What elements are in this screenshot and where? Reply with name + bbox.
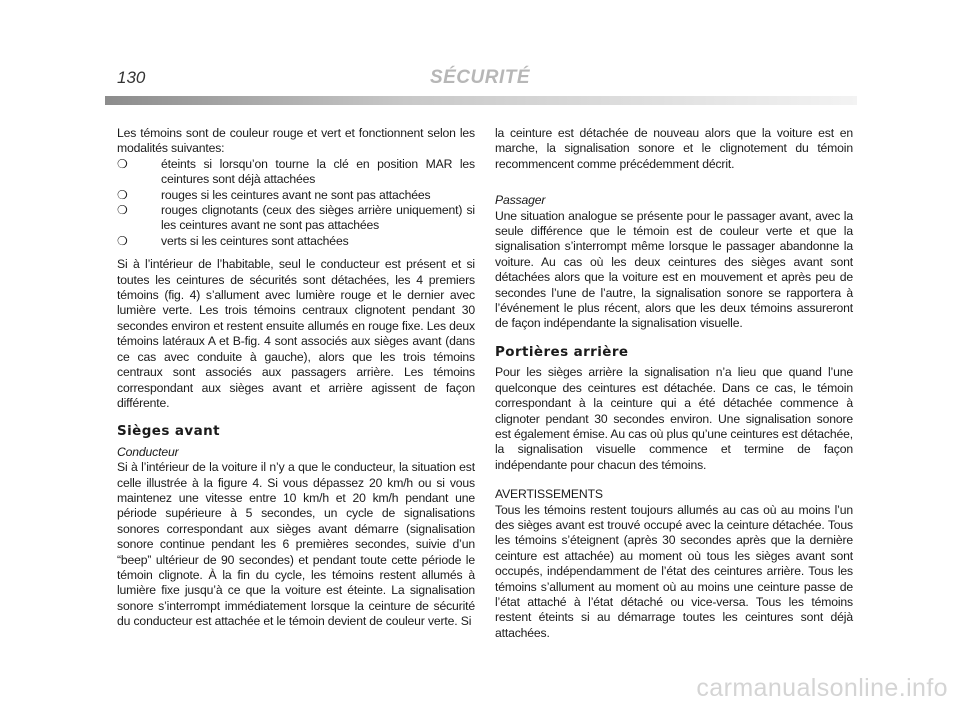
body-paragraph-passenger: Une situation analogue se présente pour le passager avant, avec la seule différence que le témoin est de couleur verte et que la signalisation s’interrompt même lorsque le passager abandonne la voiture. Au cas où les deux ceintures des sièges avant sont détachées alors que la voiture est en mouvement et après peu de secondes l’une de l’autre, la signalisation sonore se rapportera à l’événement le plus récent, alors que les deux témoins assureront de façon indépendante la signalisation visuelle. [495,208,853,331]
body-paragraph-rear: Pour les sièges arrière la signalisation n’a lieu que quand l’une quelconque des ceintures est détachée. Dans ce cas, le témoin correspondant à la ceinture qui a été détachée commence à clignoter pendant 30 secondes environ. Une signalisation sonore est également émise. Au cas où plus qu’une ceintures est détachée, la signalisation visuelle commence et termine de façon indépendante pour chacun des témoins. [495,365,853,472]
intro-paragraph: Les témoins sont de couleur rouge et vert et fonctionnent selon les modalités suivantes: [117,126,475,156]
section-title: SÉCURITÉ [429,67,531,88]
bullet-circle-icon: ❍ [117,156,128,171]
list-item [117,203,475,234]
header-rule [105,96,857,105]
bullet-circle-icon: ❍ [117,203,128,218]
bullet-text: éteints si lorsqu’on tourne la clé en position MAR les ceintures sont déjà attachées [161,156,475,187]
body-paragraph-driver: Si à l’intérieur de la voiture il n’y a que le conducteur, la situation est celle illustrée à la figure 4. Si vous dépassez 20 km/h ou si vous maintenez une vitesse entre 10 km/h et 20 km/h pendant une période supérieure à 5 secondes, un cycle de signalisations sonores correspondant aux sièges avant démarre (signalisation sonore continue pendant les 6 premières secondes, suivie d’un “beep” ultérieur de 90 secondes) et pendant toute cette période le témoin clignote. À la fin du cycle, les témoins restent allumés à lumière fixe jusqu’à ce que la voiture est éteinte. La signalisation sonore s’interrompt immédiatement lorsque la ceinture de sécurité du conducteur est attachée et le témoin devient de couleur verte. Si [117,460,475,629]
heading-rear-doors: Portières arrière [495,343,629,360]
list-item [117,188,475,203]
subheading-passenger: Passager [495,193,546,208]
list-item [117,157,475,188]
subheading-driver: Conducteur [117,444,179,459]
page-number: 130 [117,68,146,87]
list-item [117,234,475,249]
bullet-circle-icon: ❍ [117,187,128,202]
bullet-text: verts si les ceintures sont attachées [161,233,349,248]
heading-front-seats: Sièges avant [117,423,220,440]
watermark: carmanualsonline.info [696,674,948,702]
left-column [117,126,475,638]
bullet-text: rouges si les ceintures avant ne sont pas attachées [161,187,431,202]
body-paragraph-continued: la ceinture est détachée de nouveau alors que la voiture est en marche, la signalisation sonore et le clignotement du témoin recommencent comme précédemment décrit. [495,126,853,171]
body-paragraph: Si à l’intérieur de l’habitable, seul le conducteur est présent et si toutes les ceintures de sécurités sont détachées, les 4 premiers témoins (fig. 4) s’allument avec lumière rouge et le dernier avec lumière verte. Les trois témoins centraux clignotent pendant 30 secondes environ et restent ensuite allumés en rouge fixe. Les deux témoins latéraux A et B-fig. 4 sont associés aux sièges avant (dans ce cas avec conduite à gauche), alors que les trois témoins centraux sont associés aux passagers arrière. Les témoins correspondant aux sièges avant et arrière agissent de façon différente. [117,257,475,410]
bullet-list [117,157,475,249]
warning-title: AVERTISSEMENTS [495,487,603,502]
right-column [495,126,853,649]
spacer [495,180,853,193]
bullet-circle-icon: ❍ [117,233,128,248]
bullet-text: rouges clignotants (ceux des sièges arrière uniquement) si les ceintures avant ne sont pas attachées [161,203,475,233]
warning-paragraph: Tous les témoins restent toujours allumés au cas où au moins l’un des sièges avant est trouvé occupé avec la ceinture détachée. Tous les témoins s’éteignent (après 30 secondes après que la dernière ceinture est attachée) au moment où tous les sièges avant sont occupés, indépendamment de l’état des ceintures arrière. Tous les témoins s’allument au moment où au moins une ceinture passe de l’état attaché à l’état détaché ou vice-versa. Tous les témoins restent éteints si au démarrage toutes les ceintures sont déjà attachées. [495,502,853,640]
